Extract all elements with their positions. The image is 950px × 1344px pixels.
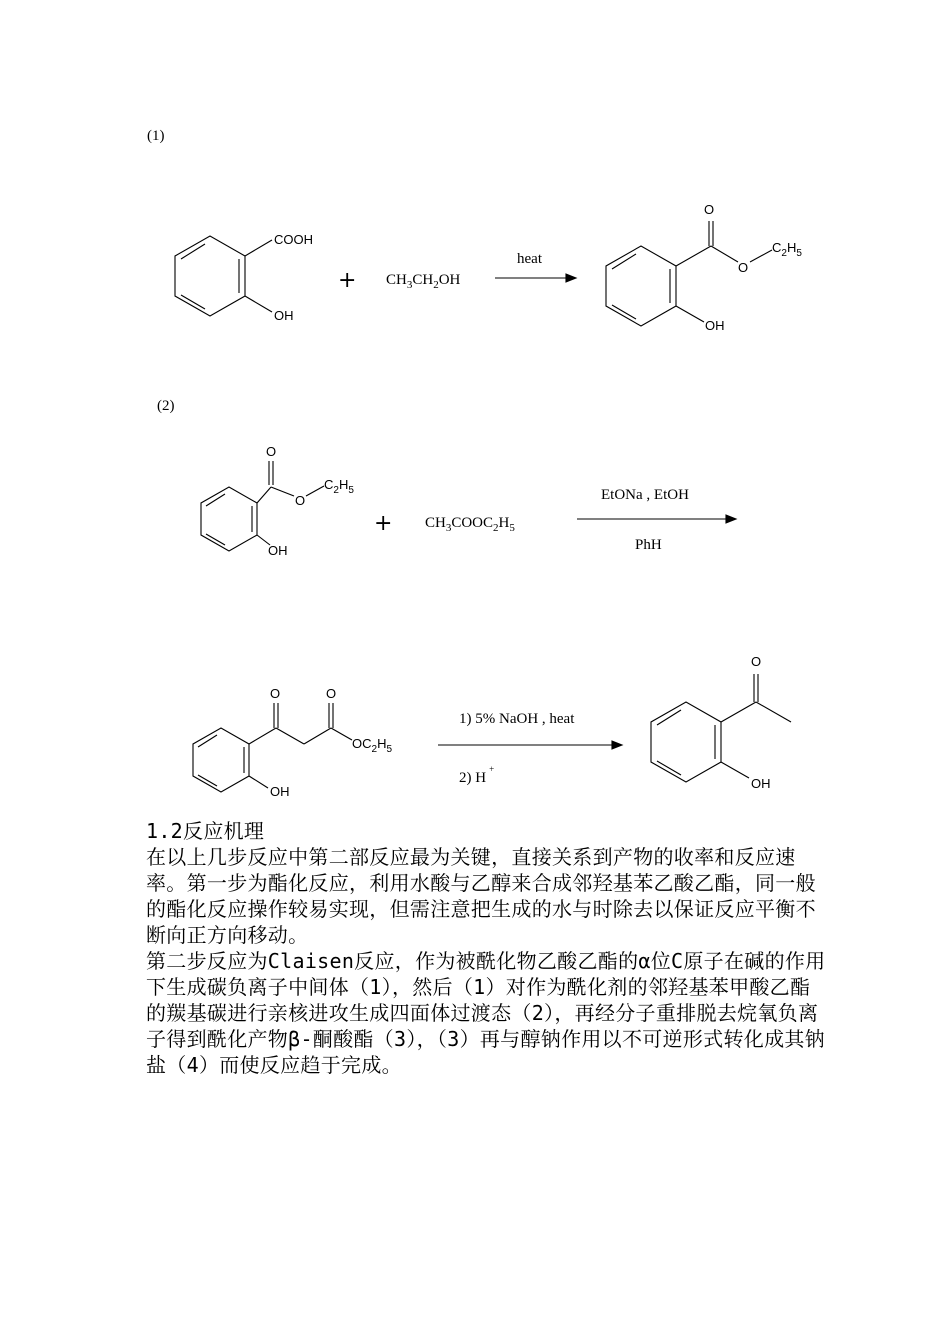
ethyl-acetate-formula	[425, 515, 515, 534]
formula-part: H	[498, 515, 510, 531]
oh-label: OH	[751, 776, 771, 791]
carbonyl-o-label: O	[266, 444, 277, 459]
reaction2-label: (2)	[157, 398, 175, 414]
formula-part: CH	[386, 272, 407, 288]
ethyl-label	[324, 477, 354, 496]
ethanol-formula	[386, 272, 461, 291]
condition-acid-text: 2) H	[459, 770, 487, 786]
condition-acid-sup: +	[489, 764, 495, 774]
formula-part: C	[324, 477, 334, 492]
hydroxyacetophenone-structure	[651, 654, 791, 791]
reaction-arrow	[495, 274, 576, 282]
ester-o-label: O	[295, 493, 306, 508]
formula-sub: 5	[796, 248, 802, 259]
ethyl-salicylate-structure	[606, 202, 802, 333]
formula-sub: 5	[386, 744, 393, 755]
plus-sign: +	[338, 268, 357, 293]
oh-label: OH	[274, 308, 294, 323]
formula-sub: 2	[493, 522, 499, 534]
formula-part: CH	[425, 515, 446, 531]
beta-keto-ester-structure	[193, 686, 392, 799]
reaction-arrow	[438, 741, 622, 749]
oh-label: OH	[268, 543, 288, 558]
formula-part: OC	[352, 736, 372, 751]
formula-part: OH	[438, 272, 461, 288]
formula-sub: 3	[406, 279, 413, 291]
formula-sub: 2	[371, 744, 378, 755]
paragraph-claisen: 第二步反应为Claisen反应，作为被酰化物乙酸乙酯的α位C原子在碱的作用下生成碳负离子中间体（1），然后（1）对作为酰化剂的邻羟基苯甲酸乙酯的羰基碳进行亲核进攻生成四面体过渡态（2），再经分子重排脱去烷氧负离子得到酰化产物β-酮酸酯（3），（3）再与醇钠作用以不可逆形式转化成其钠盐（4）而使反应趋于完成。	[146, 949, 826, 1077]
ketone-o-label: O	[270, 686, 281, 701]
formula-sub: 5	[348, 485, 354, 496]
condition-etona: EtONa , EtOH	[601, 487, 689, 503]
paragraph-esterification: 在以上几步反应中第二部反应最为关键，直接关系到产物的收率和反应速率。第一步为酯化反应，利用水酸与乙醇来合成邻羟基苯乙酸乙酯，同一般的酯化反应操作较易实现，但需注意把生成的水与时除去以保证反应平衡不断向正方向移动。	[146, 845, 816, 947]
salicylic-acid-structure	[175, 232, 313, 323]
formula-part: H	[338, 477, 349, 492]
reaction1-label: (1)	[147, 128, 165, 144]
formula-sub: 2	[333, 485, 339, 496]
formula-sub: 5	[509, 522, 515, 534]
formula-part: COOC	[451, 515, 494, 531]
carbonyl-o-label: O	[704, 202, 715, 217]
ester-o-label: O	[738, 260, 749, 275]
ethoxy-label	[352, 736, 392, 755]
condition-heat: heat	[517, 251, 542, 267]
mechanism-section	[146, 818, 826, 1078]
reaction-arrow	[577, 515, 736, 523]
condition-acid	[459, 764, 494, 786]
ketone-o-label: O	[751, 654, 762, 669]
formula-sub: 3	[445, 522, 452, 534]
condition-phh: PhH	[635, 537, 662, 553]
formula-part: CH	[412, 272, 434, 288]
plus-sign: +	[374, 511, 393, 536]
formula-part: C	[772, 240, 782, 255]
ethyl-label	[772, 240, 802, 259]
oh-label: OH	[270, 784, 290, 799]
ethyl-salicylate-structure	[201, 444, 354, 558]
cooh-label: COOH	[274, 232, 313, 247]
condition-naoh: 1) 5% NaOH , heat	[459, 711, 575, 727]
oh-label: OH	[705, 318, 725, 333]
formula-part: H	[377, 736, 387, 751]
formula-sub: 2	[781, 248, 787, 259]
ester-carbonyl-o-label: O	[326, 686, 337, 701]
formula-part: H	[786, 240, 797, 255]
section-heading: 1.2反应机理	[146, 819, 265, 843]
formula-sub: 2	[433, 279, 439, 291]
